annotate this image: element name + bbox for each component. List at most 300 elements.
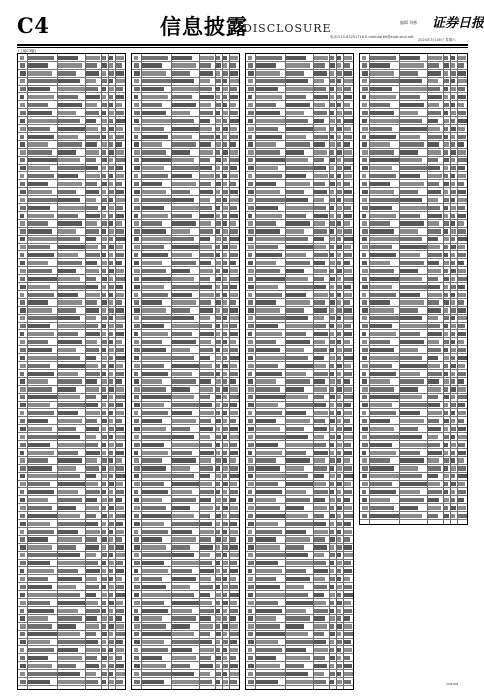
table-row xyxy=(360,378,467,386)
table-cell xyxy=(330,127,334,131)
table-cell xyxy=(362,419,367,423)
table-cell xyxy=(134,71,140,75)
table-cell xyxy=(370,79,399,83)
table-cell xyxy=(248,466,254,470)
table-row xyxy=(360,394,467,402)
table-cell xyxy=(142,585,166,589)
table-cell xyxy=(116,261,122,265)
table-cell xyxy=(109,395,113,399)
table-cell xyxy=(330,451,334,455)
table-cell xyxy=(142,95,168,99)
table-cell xyxy=(109,119,113,123)
table-cell xyxy=(400,237,422,241)
table-cell xyxy=(370,427,394,431)
table-cell xyxy=(200,553,210,557)
table-cell xyxy=(337,285,342,289)
table-cell xyxy=(134,190,140,194)
table-cell xyxy=(370,387,394,391)
table-row xyxy=(246,512,353,520)
table-cell xyxy=(28,616,48,620)
table-cell xyxy=(223,190,228,194)
table-cell xyxy=(20,522,26,526)
table-cell xyxy=(172,158,194,162)
table-cell xyxy=(330,419,335,423)
table-cell xyxy=(86,135,100,139)
table-cell xyxy=(116,640,123,644)
table-cell xyxy=(86,79,96,83)
table-row xyxy=(18,615,125,623)
table-cell xyxy=(451,206,456,210)
table-cell xyxy=(28,482,50,486)
table-cell xyxy=(223,71,228,75)
table-cell xyxy=(109,522,114,526)
table-cell xyxy=(458,482,465,486)
table-row xyxy=(18,86,125,94)
table-cell xyxy=(142,443,164,447)
table-cell xyxy=(256,150,280,154)
table-cell xyxy=(344,119,353,123)
table-cell xyxy=(337,561,342,565)
table-cell xyxy=(444,261,449,265)
table-cell xyxy=(256,316,285,320)
table-cell xyxy=(200,664,213,668)
table-row xyxy=(246,267,353,275)
table-cell xyxy=(20,387,26,391)
table-column xyxy=(245,53,354,690)
table-cell xyxy=(142,506,166,510)
table-cell xyxy=(102,63,107,67)
table-cell xyxy=(337,142,341,146)
table-cell xyxy=(400,340,424,344)
table-cell xyxy=(314,403,326,407)
table-cell xyxy=(458,316,467,320)
table-cell xyxy=(286,127,313,131)
table-cell xyxy=(172,300,196,304)
table-cell xyxy=(248,664,254,668)
table-cell xyxy=(102,119,107,123)
table-cell xyxy=(58,142,82,146)
table-cell xyxy=(344,111,352,115)
table-column xyxy=(17,53,126,690)
table-cell xyxy=(116,427,124,431)
table-row xyxy=(246,647,353,655)
table-cell xyxy=(314,451,328,455)
table-cell xyxy=(134,300,139,304)
table-cell xyxy=(444,387,448,391)
table-cell xyxy=(451,95,455,99)
table-cell xyxy=(172,379,196,383)
table-cell xyxy=(248,142,253,146)
table-row xyxy=(246,331,353,339)
table-cell xyxy=(248,103,253,107)
table-row xyxy=(132,654,239,662)
table-cell xyxy=(200,348,213,352)
table-cell xyxy=(102,348,106,352)
table-cell xyxy=(256,514,285,518)
table-cell xyxy=(28,656,48,660)
table-cell xyxy=(314,680,326,684)
table-cell xyxy=(109,63,113,67)
table-cell xyxy=(134,577,139,581)
table-cell xyxy=(337,664,342,668)
table-cell xyxy=(256,537,276,541)
table-cell xyxy=(200,127,212,131)
table-row xyxy=(18,457,125,465)
table-cell xyxy=(116,379,122,383)
table-cell xyxy=(248,285,254,289)
table-cell xyxy=(28,269,52,273)
table-cell xyxy=(20,95,24,99)
table-cell xyxy=(230,601,237,605)
table-cell xyxy=(337,680,342,684)
table-cell xyxy=(109,285,114,289)
table-cell xyxy=(86,601,98,605)
table-cell xyxy=(86,119,96,123)
table-cell xyxy=(337,316,341,320)
table-cell xyxy=(28,111,52,115)
table-cell xyxy=(330,119,335,123)
table-column xyxy=(131,53,240,690)
table-cell xyxy=(344,435,353,439)
table-cell xyxy=(172,522,199,526)
table-row xyxy=(246,662,353,670)
table-cell xyxy=(134,672,139,676)
table-cell xyxy=(86,214,100,218)
table-cell xyxy=(20,324,26,328)
table-cell xyxy=(142,545,166,549)
table-cell xyxy=(256,664,280,668)
table-cell xyxy=(200,285,212,289)
table-cell xyxy=(116,174,124,178)
table-cell xyxy=(142,680,164,684)
table-cell xyxy=(102,79,107,83)
table-cell xyxy=(142,577,162,581)
table-cell xyxy=(20,435,25,439)
table-cell xyxy=(142,142,162,146)
table-cell xyxy=(344,569,352,573)
table-cell xyxy=(248,632,253,636)
table-cell xyxy=(102,95,106,99)
table-cell xyxy=(362,411,366,415)
table-row xyxy=(132,583,239,591)
table-cell xyxy=(20,395,25,399)
table-cell xyxy=(20,537,25,541)
table-cell xyxy=(28,577,48,581)
table-cell xyxy=(142,624,166,628)
table-cell xyxy=(109,308,114,312)
table-cell xyxy=(200,616,211,620)
table-cell xyxy=(344,166,351,170)
table-row xyxy=(132,101,239,109)
table-cell xyxy=(330,79,335,83)
table-row xyxy=(246,323,353,331)
table-row xyxy=(18,591,125,599)
table-cell xyxy=(230,95,238,99)
table-cell xyxy=(330,395,335,399)
table-cell xyxy=(286,285,313,289)
table-cell xyxy=(20,300,25,304)
table-cell xyxy=(344,237,353,241)
table-cell xyxy=(20,119,25,123)
table-cell xyxy=(223,561,228,565)
table-cell xyxy=(362,56,366,60)
table-cell xyxy=(330,63,335,67)
table-cell xyxy=(172,403,199,407)
table-cell xyxy=(330,229,334,233)
table-cell xyxy=(109,387,114,391)
table-cell xyxy=(216,585,220,589)
table-cell xyxy=(28,466,52,470)
table-cell xyxy=(451,332,455,336)
table-cell xyxy=(116,672,125,676)
table-cell xyxy=(20,79,25,83)
table-cell xyxy=(223,174,227,178)
table-cell xyxy=(20,672,25,676)
table-cell xyxy=(428,506,441,510)
table-cell xyxy=(362,206,368,210)
table-cell xyxy=(286,656,310,660)
table-cell xyxy=(451,237,455,241)
table-cell xyxy=(428,419,439,423)
table-cell xyxy=(86,229,99,233)
table-cell xyxy=(458,498,464,502)
table-cell xyxy=(20,648,24,652)
table-cell xyxy=(451,316,455,320)
table-cell xyxy=(216,111,220,115)
table-cell xyxy=(370,419,390,423)
table-cell xyxy=(344,372,352,376)
table-cell xyxy=(216,87,220,91)
table-cell xyxy=(362,387,368,391)
table-cell xyxy=(142,372,168,376)
table-cell xyxy=(134,277,139,281)
table-cell xyxy=(428,95,442,99)
table-cell xyxy=(451,221,455,225)
table-cell xyxy=(200,490,214,494)
table-cell xyxy=(286,474,308,478)
table-cell xyxy=(256,387,280,391)
table-cell xyxy=(116,451,124,455)
table-cell xyxy=(134,119,139,123)
table-cell xyxy=(142,308,166,312)
table-cell xyxy=(248,506,254,510)
table-cell xyxy=(451,158,455,162)
table-cell xyxy=(142,664,166,668)
table-cell xyxy=(223,229,228,233)
table-cell xyxy=(330,577,335,581)
table-cell xyxy=(28,435,57,439)
table-cell xyxy=(370,206,392,210)
table-cell xyxy=(337,379,341,383)
table-cell xyxy=(330,237,335,241)
table-cell xyxy=(134,87,140,91)
table-cell xyxy=(102,435,107,439)
table-row xyxy=(246,528,353,536)
table-row xyxy=(18,662,125,670)
table-row xyxy=(18,165,125,173)
table-cell xyxy=(370,316,399,320)
table-cell xyxy=(109,569,113,573)
table-cell xyxy=(223,142,227,146)
table-cell xyxy=(458,166,465,170)
table-cell xyxy=(20,356,25,360)
table-cell xyxy=(256,395,285,399)
table-cell xyxy=(248,490,252,494)
table-cell xyxy=(20,624,26,628)
table-cell xyxy=(428,71,441,75)
table-cell xyxy=(458,79,467,83)
table-cell xyxy=(109,482,114,486)
table-cell xyxy=(20,656,25,660)
table-row xyxy=(132,338,239,346)
table-cell xyxy=(142,387,166,391)
table-cell xyxy=(286,561,313,565)
table-cell xyxy=(58,387,76,391)
table-cell xyxy=(216,253,220,257)
table-cell xyxy=(134,158,139,162)
table-cell xyxy=(248,585,254,589)
table-cell xyxy=(400,490,420,494)
table-cell xyxy=(248,593,253,597)
table-cell xyxy=(172,135,192,139)
table-cell xyxy=(256,451,282,455)
table-cell xyxy=(330,664,334,668)
table-cell xyxy=(28,427,52,431)
table-cell xyxy=(134,593,139,597)
table-cell xyxy=(142,593,171,597)
table-row xyxy=(132,228,239,236)
table-cell xyxy=(134,135,138,139)
table-cell xyxy=(286,79,308,83)
table-cell xyxy=(248,640,254,644)
table-cell xyxy=(20,56,24,60)
table-cell xyxy=(28,474,57,478)
table-cell xyxy=(344,150,352,154)
table-row xyxy=(246,291,353,299)
table-cell xyxy=(28,561,50,565)
table-cell xyxy=(256,585,280,589)
table-cell xyxy=(58,340,82,344)
table-cell xyxy=(428,277,438,281)
table-cell xyxy=(216,71,220,75)
table-cell xyxy=(200,198,210,202)
table-cell xyxy=(109,229,114,233)
table-cell xyxy=(428,87,440,91)
table-row xyxy=(246,346,353,354)
table-row xyxy=(246,283,353,291)
table-cell xyxy=(86,340,97,344)
table-cell xyxy=(109,403,114,407)
table-row xyxy=(132,481,239,489)
table-row xyxy=(132,433,239,441)
table-cell xyxy=(20,237,25,241)
table-cell xyxy=(200,221,211,225)
table-row xyxy=(18,402,125,410)
table-cell xyxy=(248,245,254,249)
table-cell xyxy=(362,490,366,494)
table-cell xyxy=(116,411,124,415)
table-cell xyxy=(337,387,342,391)
table-cell xyxy=(451,356,455,360)
table-cell xyxy=(172,324,199,328)
table-cell xyxy=(458,458,464,462)
table-cell xyxy=(400,332,420,336)
table-cell xyxy=(172,577,196,581)
table-cell xyxy=(20,372,24,376)
table-cell xyxy=(116,616,122,620)
table-cell xyxy=(223,474,227,478)
table-cell xyxy=(362,474,367,478)
table-cell xyxy=(256,253,282,257)
table-cell xyxy=(337,648,341,652)
table-cell xyxy=(86,182,97,186)
table-row xyxy=(132,386,239,394)
table-cell xyxy=(330,458,335,462)
table-cell xyxy=(216,506,220,510)
table-cell xyxy=(230,71,238,75)
table-cell xyxy=(314,411,328,415)
table-cell xyxy=(314,111,327,115)
table-cell xyxy=(314,387,327,391)
table-cell xyxy=(428,221,439,225)
table-cell xyxy=(200,253,214,257)
table-cell xyxy=(337,182,341,186)
table-cell xyxy=(223,419,227,423)
table-cell xyxy=(20,316,25,320)
table-cell xyxy=(362,427,368,431)
table-cell xyxy=(256,221,276,225)
table-cell xyxy=(330,332,334,336)
table-cell xyxy=(362,340,367,344)
table-cell xyxy=(20,498,25,502)
table-cell xyxy=(172,616,196,620)
table-cell xyxy=(286,601,313,605)
table-cell xyxy=(172,150,190,154)
table-cell xyxy=(142,237,171,241)
table-cell xyxy=(134,395,139,399)
table-cell xyxy=(256,522,278,526)
table-cell xyxy=(20,253,24,257)
table-cell xyxy=(230,174,238,178)
table-cell xyxy=(142,340,162,344)
table-cell xyxy=(314,261,325,265)
table-cell xyxy=(248,387,254,391)
table-cell xyxy=(400,482,427,486)
table-cell xyxy=(230,253,238,257)
table-cell xyxy=(428,103,439,107)
table-cell xyxy=(256,411,282,415)
table-cell xyxy=(286,198,308,202)
table-cell xyxy=(134,245,140,249)
table-cell xyxy=(314,664,327,668)
table-cell xyxy=(109,474,113,478)
table-cell xyxy=(102,601,106,605)
table-cell xyxy=(109,237,113,241)
table-cell xyxy=(256,443,278,447)
table-cell xyxy=(286,261,310,265)
table-row xyxy=(246,449,353,457)
table-cell xyxy=(116,356,125,360)
table-cell xyxy=(58,245,85,249)
table-cell xyxy=(109,127,114,131)
table-cell xyxy=(58,87,85,91)
table-cell xyxy=(451,387,456,391)
table-cell xyxy=(286,340,310,344)
table-cell xyxy=(286,348,304,352)
table-cell xyxy=(314,174,328,178)
table-cell xyxy=(344,182,350,186)
table-cell xyxy=(200,142,211,146)
